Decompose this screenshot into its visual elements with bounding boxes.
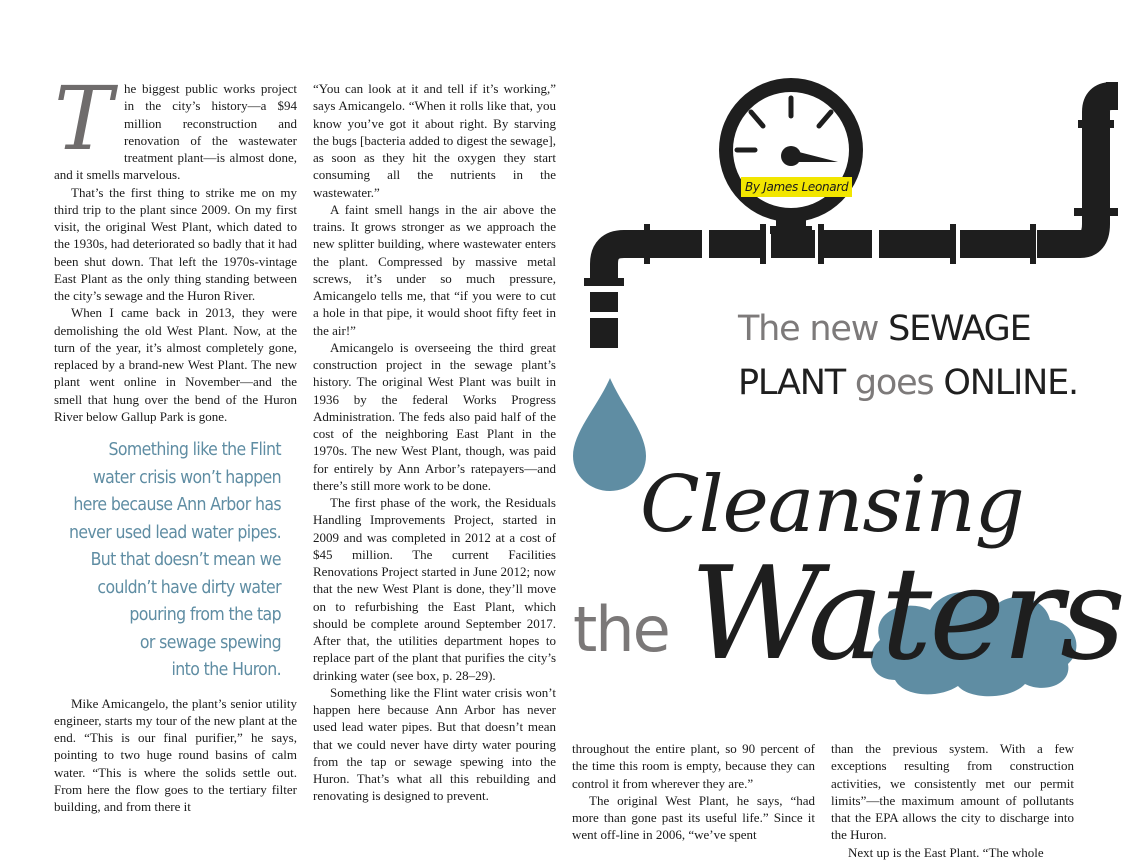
- pull-quote-line: But that doesn’t mean we: [90, 550, 281, 570]
- byline: By James Leonard: [741, 177, 852, 197]
- headline-the: the: [573, 593, 669, 666]
- article-paragraph: A faint smell hangs in the air above the trains. It grows stronger as we approach the new splitter building, where wastewater enters the plant. Compressed by massive metal screws, it’s under so much pressure, Amicangelo tells me, that “if you were to cut a hole in that pipe, it would shoot fifty feet in the air!”: [313, 201, 556, 338]
- headline-waters: Waters: [690, 540, 1123, 689]
- article-paragraph: When I came back in 2013, they were demolishing the old West Plant. Now, at the turn of the year, it’s almost completely gone, replaced by a brand-new West Plant. The new plant went online in November—and the smell that hung over the bend of the Huron River below Gallup Park is gone.: [54, 305, 297, 424]
- pull-quote: [54, 437, 281, 685]
- pull-quote-line: Something like the Flint: [108, 440, 281, 460]
- article-paragraph: Something like the Flint water crisis won’t happen here because Ann Arbor has never used lead water pipes. But that doesn’t mean that we could never have dirty water pouring from the tap or sewage spewing into the Huron. That’s what all this rebuilding and renovating is designed to prevent.: [313, 684, 556, 804]
- headline-cleansing: Cleansing: [640, 460, 1024, 550]
- pull-quote-line: pouring from the tap: [129, 605, 281, 625]
- pressure-gauge-icon: [719, 78, 863, 222]
- pull-quote-line: never used lead water pipes.: [68, 522, 281, 543]
- article-column-4: [831, 740, 1074, 861]
- subtitle-line-2: PLANT goes ONLINE.: [738, 363, 1078, 403]
- article-paragraph: “You can look at it and tell if it’s working,” says Amicangelo. “When it rolls like that, you know you’ve got it about right. By starving the bugs [bacteria added to digest the sewage], as soon as they hit the oxygen they start consuming all the nutrients in the wastewater.”: [313, 81, 556, 200]
- drop-cap: T: [54, 67, 113, 170]
- article-paragraph: Mike Amicangelo, the plant’s senior utility engineer, starts my tour of the new plant at the end. “This is our final purifier,” he says, pointing to two huge round basins of calm water. “This is where the solids settle out. From here the flow goes to the tertiary filter building, and from there it: [54, 695, 297, 814]
- article-paragraph: Next up is the East Plant. “The whole: [848, 844, 1044, 860]
- article-column-2: [313, 80, 556, 805]
- article-paragraph: than the previous system. With a few exceptions resulting from construction activities, we consistently met our permit limits”—the maximum amount of pollutants that the EPA allows the city to discharge into the Huron.: [831, 741, 1074, 843]
- article-paragraph: The first phase of the work, the Residuals Handling Improvements Project, started in 2009 and was completed in 2012 at a cost of $45 million. The current Facilities Renovations Project started in June 2012; now that the new West Plant is done, they’ll move on to refurbishing the East Plant, which should be complete around September 2017. After that, the utilities department hopes to replace part of the plant that purifies the city’s drinking water (see box, p. 28–29).: [313, 495, 556, 683]
- article-paragraph: The original West Plant, he says, “had more than gone past its useful life.” Since it went off-line in 2006, “we’ve spent: [572, 792, 815, 843]
- article-column-1: [54, 67, 297, 815]
- article-paragraph: throughout the entire plant, so 90 percent of the time this room is empty, because they can control it from wherever they are.”: [572, 741, 815, 791]
- article-paragraph: The biggest public works project in the city’s history—a $94 million reconstruction and renovation of the wastewater treatment plant—is almost done, and it smells marvelous.: [54, 67, 297, 183]
- pull-quote-line: or sewage spewing: [139, 632, 281, 653]
- article-paragraph: Amicangelo is overseeing the third great construction project in the sewage plant’s history. The original West Plant was built in 1936 by the federal Works Progress Administration. The feds also paid half of the cost of the neighboring East Plant in the 1970s. The new West Plant, though, was paid for entirely by Ann Arbor’s ratepayers—and there’s still more work to be done.: [313, 339, 556, 493]
- pull-quote-line: couldn’t have dirty water: [97, 577, 281, 598]
- pull-quote-line: here because Ann Arbor has: [73, 495, 281, 515]
- article-paragraph: That’s the first thing to strike me on my third trip to the plant since 2009. On my first visit, the original West Plant, which dated to the 1930s, had deteriorated so badly that it had been shut down. That left the 1970s-vintage East Plant as the only thing standing between the city’s sewage and the Huron River.: [54, 184, 297, 303]
- subtitle: [738, 302, 1118, 410]
- pipe-left-drop: [584, 278, 624, 348]
- article-column-3: [572, 740, 815, 844]
- pipe-elbow-right: [1079, 96, 1118, 244]
- subtitle-line-1: The new SEWAGE: [738, 309, 1031, 349]
- water-drop-icon: [573, 378, 646, 491]
- pull-quote-line: water crisis won’t happen: [92, 467, 281, 488]
- pipe: [640, 224, 1079, 264]
- pull-quote-line: into the Huron.: [171, 660, 281, 680]
